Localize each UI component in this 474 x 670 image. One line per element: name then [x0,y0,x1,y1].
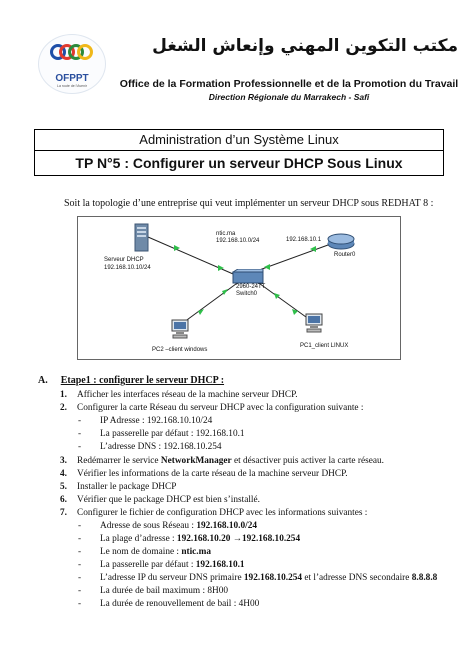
step-text: Vérifier les informations de la carte réseau de la machine serveur DHCP. [77,469,348,479]
server-icon [133,223,151,253]
config-text: La passerelle par défaut : 192.168.10.1 [100,429,245,439]
pc-icon [170,319,190,339]
link-status-icon [264,264,270,270]
router-icon [326,231,356,251]
server-name-label: Serveur DHCP [104,257,144,263]
router-ip-label: 192.168.10.1 [286,237,322,243]
switch-model-label: 2960-24TT [236,284,266,290]
switch-name-label: Switch0 [236,291,258,297]
list-item: 5. Installer le package DHCP [60,482,177,492]
course-title: Administration d’un Système Linux [35,130,443,151]
config-label: La plage d’adresse : [100,534,177,544]
config-value: 8.8.8.8 [411,573,438,583]
server-ip-label: 192.168.10.10/24 [104,265,151,271]
step-text: Configurer la carte Réseau du serveur DHCP avec la configuration suivante : [77,403,364,413]
step-text: Afficher les interfaces réseau de la machine serveur DHCP. [77,390,298,400]
logo-text: OFPPT [55,73,89,84]
list-item: - Le nom de domaine : ntic.ma [78,547,212,557]
config-text: L’adresse DNS : 192.168.10.254 [100,442,222,452]
list-item: - La passerelle par défaut : 192.168.10.1 [78,429,245,439]
office-name: Office de la Formation Professionnelle et de la Promotion du Travail [119,78,459,90]
ofppt-logo-icon [47,39,97,73]
list-item: - IP Adresse : 192.168.10.10/24 [78,416,213,426]
config-label: La passerelle par défaut : [100,560,196,570]
service-name: NetworkManager [160,456,232,466]
list-item: - Adresse de sous Réseau : 192.168.10.0/24 [78,521,258,531]
list-item: - La durée de bail maximum : 8H00 [78,586,229,596]
list-item: 6. Vérifier que le package DHCP est bien s’installé. [60,495,260,505]
config-label: et l’adresse DNS secondaire [302,573,412,583]
intro-text: Soit la topologie d’une entreprise qui veut implémenter un serveur DHCP sous REDHAT 8 : [64,198,434,209]
pc2-label: PC2 –client windows [152,347,208,353]
config-text: La durée de renouvellement de bail : 4H00 [100,599,260,609]
router-name-label: Router0 [334,252,356,258]
list-item: 1. Afficher les interfaces réseau de la machine serveur DHCP. [60,390,298,400]
section-letter: A. [38,375,48,386]
config-value: 192.168.10.20 →192.168.10.254 [176,534,301,544]
ofppt-logo [38,34,106,94]
step-text: et désactiver puis activer la carte réseau. [231,456,384,466]
list-item: 2. Configurer la carte Réseau du serveur DHCP avec la configuration suivante : [60,403,364,413]
link-status-icon [292,309,298,315]
step-text: Redémarrer le service [77,456,159,466]
config-label: Le nom de domaine : [100,547,182,557]
step-text: Configurer le fichier de configuration DHCP avec les informations suivantes : [77,508,368,518]
config-text: La durée de bail maximum : 8H00 [100,586,229,596]
step-text: Installer le package DHCP [77,482,177,492]
config-text: IP Adresse : 192.168.10.10/24 [100,416,213,426]
list-item: - La durée de renouvellement de bail : 4H00 [78,599,260,609]
section-title: Etape1 : configurer le serveur DHCP : [60,375,225,386]
list-item: - La passerelle par défaut : 192.168.10.1 [78,560,245,570]
network-topology [77,216,401,360]
list-item: - L’adresse IP du serveur DNS primaire 192.168.10.254 et l’adresse DNS secondaire 8.8.8.8 [78,573,438,583]
list-item: 3. Redémarrer le service NetworkManager et désactiver puis activer la carte réseau. [60,456,384,466]
network-name-label: ntic.ma [216,231,236,237]
list-item: 7. Configurer le fichier de configuration DHCP avec les informations suivantes : [60,508,368,518]
title-box [34,129,444,176]
config-value: 192.168.10.0/24 [196,521,258,531]
list-item: - La plage d’adresse : 192.168.10.20 →192.168.10.254 [78,534,301,544]
network-ip-label: 192.168.10.0/24 [216,238,260,244]
config-value: 192.168.10.1 [195,560,245,570]
arabic-title: مكتب التكوين المهني وإنعاش الشغل [152,36,458,56]
config-value: 192.168.10.254 [243,573,303,583]
switch-icon [232,269,264,285]
config-label: L’adresse IP du serveur DNS primaire [100,573,244,583]
direction-name: Direction Régionale du Marrakech - Safi [208,92,370,102]
config-value: ntic.ma [181,547,212,557]
pc-icon [304,313,324,333]
step-text: Vérifier que le package DHCP est bien s’installé. [77,495,260,505]
logo-subtitle: La route de l'Avenir [57,84,87,88]
list-item: - L’adresse DNS : 192.168.10.254 [78,442,222,452]
tp-title: TP N°5 : Configurer un serveur DHCP Sous Linux [75,155,403,171]
list-item: 4. Vérifier les informations de la carte réseau de la machine serveur DHCP. [60,469,348,479]
section-heading [38,375,224,386]
config-label: Adresse de sous Réseau : [100,521,197,531]
pc1-label: PC1_client LINUX [300,343,349,349]
